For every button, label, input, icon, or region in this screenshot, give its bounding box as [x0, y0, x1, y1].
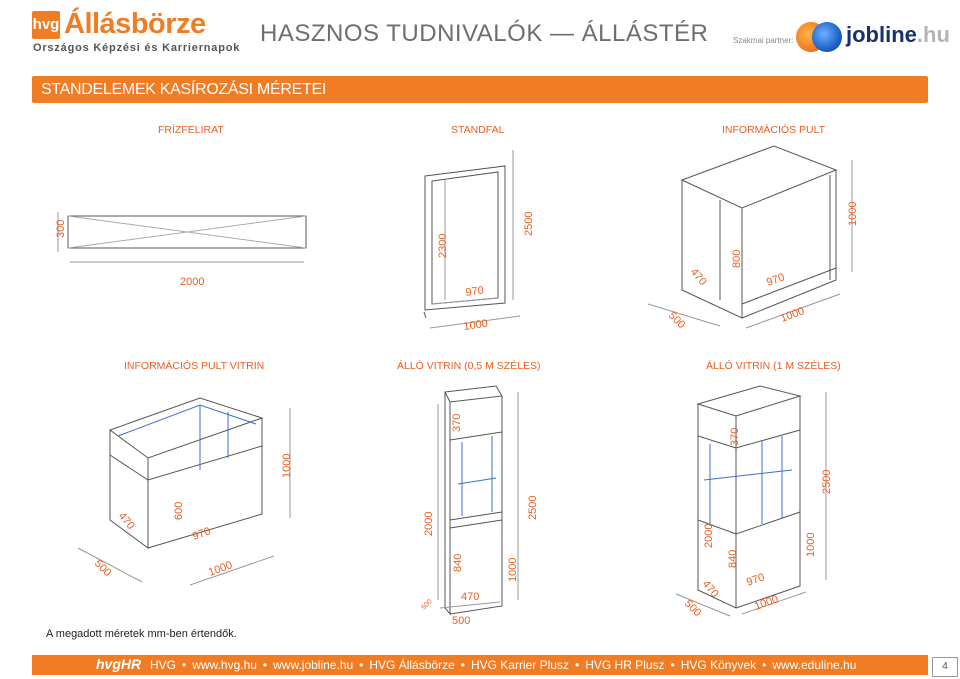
separator-dot: •	[574, 658, 580, 672]
footer-link-allasborze[interactable]: HVG Állásbörze	[369, 658, 455, 672]
dim-text: 500	[681, 597, 704, 620]
dim-text: 470	[115, 510, 137, 532]
dim-text: 2500	[527, 495, 539, 520]
dim-text: 840	[727, 549, 739, 568]
section-title: STANDELEMEK KASÍROZÁSI MÉRETEI	[41, 81, 326, 98]
dim-text: 500	[665, 309, 688, 332]
partner-tld: .hu	[916, 22, 950, 47]
dim-text: 300	[55, 219, 67, 238]
partner-label: Szakmai partner:	[733, 36, 794, 45]
logo-subtitle: Országos Képzési és Karriernapok	[33, 42, 241, 54]
separator-dot: •	[762, 658, 767, 672]
dim-text: 2000	[703, 523, 715, 548]
dim-text: 370	[451, 413, 463, 432]
drawing-frizfelirat	[58, 212, 306, 262]
footer-link-jobline[interactable]: www.jobline.hu	[273, 658, 354, 672]
units-note: A megadott méretek mm-ben értendők.	[46, 628, 237, 640]
dim-text: 500	[420, 598, 434, 612]
dim-text: 370	[729, 427, 741, 446]
footer-link-eduline[interactable]: www.eduline.hu	[772, 658, 857, 672]
separator-dot: •	[460, 658, 465, 672]
label-allo-vitrin-1: ÁLLÓ VITRIN (1 M SZÉLES)	[706, 360, 841, 372]
dim-text: 470	[687, 266, 709, 288]
separator-dot: •	[359, 658, 364, 672]
footer-link-hvg-hu[interactable]: www.hvg.hu	[192, 658, 257, 672]
drawing-allo-vitrin-05	[438, 386, 518, 614]
footer-link-hr-plusz[interactable]: HVG HR Plusz	[585, 658, 665, 672]
dim-text: 1000	[206, 559, 235, 579]
footer-links	[150, 658, 856, 672]
dim-text: 1000	[847, 201, 859, 226]
dim-text: 470	[461, 591, 480, 603]
dim-text: 2000	[423, 511, 435, 536]
dim-text: 2500	[821, 469, 833, 494]
drawing-informacios-pult	[648, 146, 852, 328]
logo-title: Állásbörze	[64, 8, 206, 40]
dim-text: 800	[731, 249, 743, 268]
dim-text: 1000	[752, 593, 781, 613]
hvg-logo-badge: hvg	[32, 11, 60, 39]
drawing-pult-vitrin	[78, 398, 290, 585]
label-standfal: STANDFAL	[451, 124, 505, 136]
dim-text: 500	[452, 615, 471, 627]
dim-text: 970	[464, 284, 485, 299]
label-pult-vitrin: INFORMÁCIÓS PULT VITRIN	[124, 360, 265, 372]
footer-link-konyvek[interactable]: HVG Könyvek	[680, 658, 757, 672]
label-frizfelirat: FRÍZFELIRAT	[158, 124, 224, 136]
dim-text: 1000	[778, 305, 807, 325]
label-allo-vitrin-05: ÁLLÓ VITRIN (0,5 M SZÉLES)	[397, 360, 541, 372]
dim-text: 1000	[462, 317, 489, 333]
dim-text: 1000	[805, 532, 817, 557]
dim-text: 970	[744, 571, 767, 589]
dim-text: 2000	[180, 276, 205, 288]
dim-text: 500	[91, 557, 114, 580]
dim-text: 600	[173, 501, 185, 520]
dim-text: 2300	[437, 233, 449, 258]
dim-text: 970	[190, 525, 213, 543]
dim-text: 2500	[523, 211, 535, 236]
page-title: HASZNOS TUDNIVALÓK — ÁLLÁSTÉR	[260, 20, 709, 47]
dim-text: 970	[764, 271, 787, 289]
separator-dot: •	[670, 658, 675, 672]
dim-text: 470	[699, 578, 721, 600]
footer-link-hvg[interactable]: HVG	[150, 658, 177, 672]
separator-dot: •	[262, 658, 268, 672]
separator-dot: •	[182, 658, 187, 672]
footer-link-karrier-plusz[interactable]: HVG Karrier Plusz	[470, 658, 569, 672]
page-number: 4	[932, 657, 958, 677]
dim-text: 1000	[507, 557, 519, 582]
dim-text: 840	[452, 553, 464, 572]
partner-name: jobline	[846, 22, 917, 47]
dim-text: 1000	[281, 453, 293, 478]
label-informacios-pult: INFORMÁCIÓS PULT	[722, 124, 826, 136]
footer-logo: hvgHR	[96, 656, 142, 672]
